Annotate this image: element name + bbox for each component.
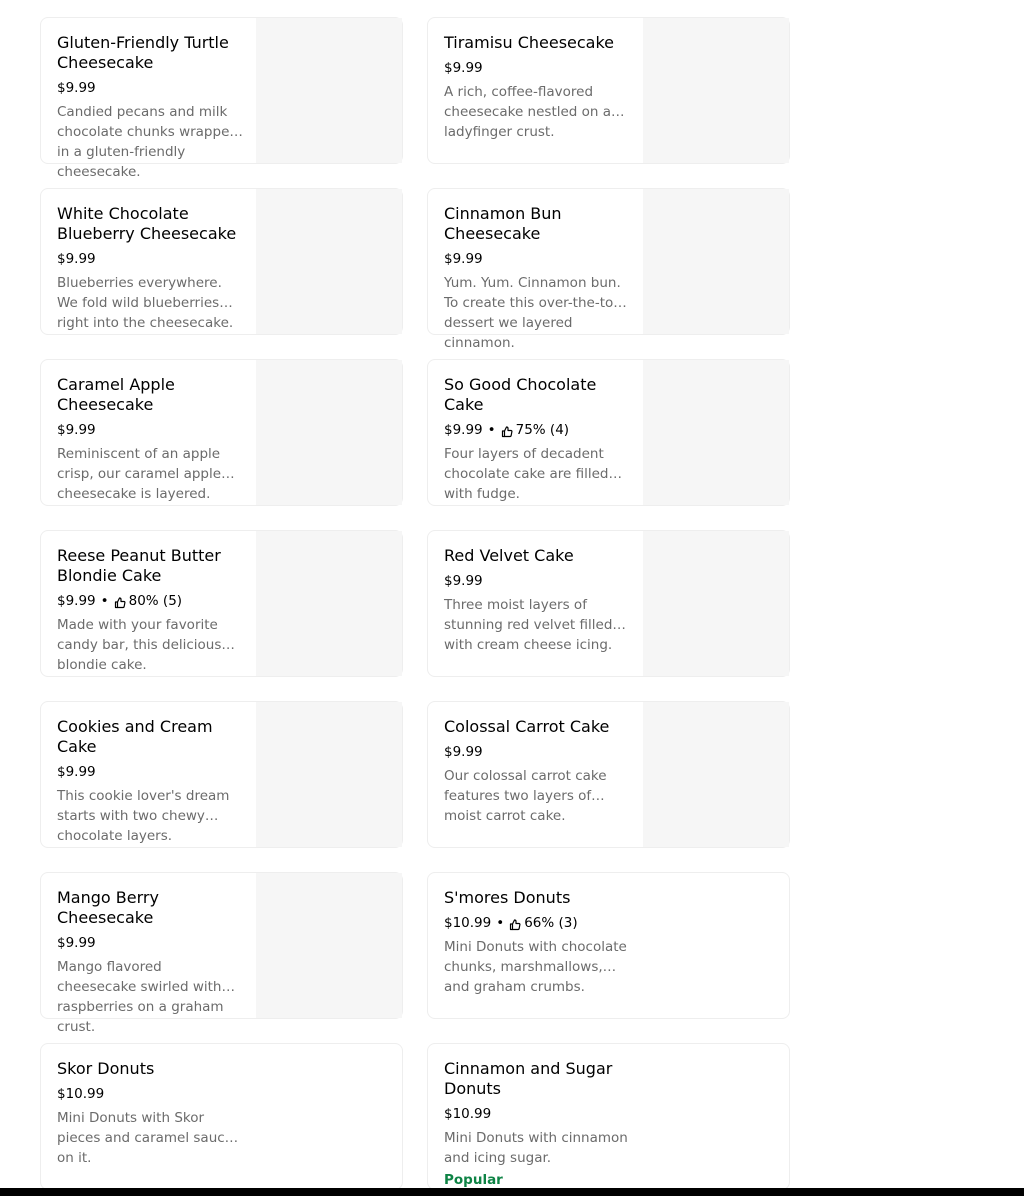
menu-item-price: $9.99 bbox=[57, 80, 96, 96]
thumbs-up-icon bbox=[509, 917, 521, 929]
menu-item-info bbox=[57, 717, 243, 844]
menu-item-image-placeholder bbox=[256, 18, 402, 163]
menu-item-title: Tiramisu Cheesecake bbox=[444, 33, 615, 52]
menu-item-title: Cinnamon and Sugar Donuts bbox=[444, 1059, 613, 1098]
menu-item-description: Mini Donuts with cinnamon and icing sugar. bbox=[444, 1130, 628, 1166]
menu-item-description: Mini Donuts with chocolate chunks, marshmallows, and graham crumbs. bbox=[444, 939, 627, 995]
thumbs-up-icon bbox=[114, 595, 126, 607]
menu-item-description: Candied pecans and milk chocolate chunks wrapped in a gluten-friendly cheesecake. bbox=[57, 104, 238, 180]
menu-item-info bbox=[444, 204, 630, 351]
menu-item-title: Red Velvet Cake bbox=[444, 546, 574, 565]
menu-item-info bbox=[57, 375, 243, 502]
thumbs-up-icon bbox=[501, 424, 513, 436]
menu-item-card[interactable] bbox=[427, 1043, 790, 1190]
menu-item-meta bbox=[57, 78, 243, 98]
menu-item-price: $9.99 bbox=[444, 60, 483, 76]
menu-item-image-placeholder bbox=[256, 702, 402, 847]
menu-item-title: So Good Chocolate Cake bbox=[444, 375, 597, 414]
menu-item-info bbox=[444, 717, 630, 824]
menu-item-info bbox=[444, 375, 630, 502]
menu-item-card[interactable] bbox=[427, 359, 790, 506]
menu-item-card[interactable] bbox=[427, 872, 790, 1019]
menu-item-meta bbox=[57, 420, 243, 440]
menu-item-price: $9.99 bbox=[444, 744, 483, 760]
menu-item-card[interactable] bbox=[427, 17, 790, 164]
menu-item-description: Made with your favorite candy bar, this delicious blondie cake. bbox=[57, 617, 222, 673]
menu-item-price: $9.99 bbox=[57, 935, 96, 951]
menu-item-meta bbox=[444, 420, 630, 440]
menu-item-description: Mango flavored cheesecake swirled with raspberries on a graham crust. bbox=[57, 959, 224, 1035]
menu-item-title: Reese Peanut Butter Blondie Cake bbox=[57, 546, 221, 585]
menu-item-rating bbox=[501, 420, 569, 440]
menu-item-meta bbox=[444, 571, 630, 591]
menu-item-title: Cinnamon Bun Cheesecake bbox=[444, 204, 562, 243]
menu-item-price: $10.99 bbox=[444, 1106, 492, 1122]
menu-item-title: S'mores Donuts bbox=[444, 888, 571, 907]
menu-item-title: Mango Berry Cheesecake bbox=[57, 888, 159, 927]
menu-item-description: Yum. Yum. Cinnamon bun. To create this over-the-top dessert we layered cinnamon. bbox=[444, 275, 622, 351]
menu-item-meta bbox=[57, 933, 243, 953]
menu-item-image-placeholder bbox=[256, 360, 402, 505]
menu-item-price: $9.99 bbox=[57, 251, 96, 267]
menu-item-info bbox=[57, 546, 243, 673]
menu-item-price: $9.99 bbox=[57, 422, 96, 438]
menu-item-price: $10.99 bbox=[444, 915, 492, 931]
separator-dot: • bbox=[487, 422, 496, 438]
menu-item-card[interactable] bbox=[40, 530, 403, 677]
menu-item-image-placeholder bbox=[256, 189, 402, 334]
menu-item-rating bbox=[114, 591, 182, 611]
menu-item-description: A rich, coffee-flavored cheesecake nestled on a ladyfinger crust. bbox=[444, 84, 612, 140]
menu-item-description: Our colossal carrot cake features two layers of moist carrot cake. bbox=[444, 768, 607, 824]
menu-item-card[interactable] bbox=[40, 17, 403, 180]
menu-item-image-placeholder bbox=[643, 189, 789, 334]
menu-item-meta bbox=[57, 249, 243, 269]
menu-item-card[interactable] bbox=[40, 359, 403, 506]
menu-item-meta bbox=[57, 591, 243, 611]
menu-item-card[interactable] bbox=[40, 188, 403, 335]
menu-item-image-placeholder bbox=[256, 531, 402, 676]
menu-item-price: $10.99 bbox=[57, 1086, 105, 1102]
menu-item-info bbox=[444, 546, 630, 653]
menu-item-image-placeholder bbox=[643, 18, 789, 163]
menu-item-price: $9.99 bbox=[444, 422, 483, 438]
menu-item-rating-text: 80% (5) bbox=[128, 593, 183, 609]
menu-item-card[interactable] bbox=[40, 1043, 403, 1190]
menu-item-card[interactable] bbox=[427, 701, 790, 848]
menu-item-title: Cookies and Cream Cake bbox=[57, 717, 213, 756]
menu-item-rating-text: 66% (3) bbox=[524, 915, 578, 931]
menu-item-info bbox=[57, 33, 243, 180]
menu-item-image-placeholder bbox=[256, 873, 402, 1018]
menu-item-meta bbox=[444, 58, 630, 78]
menu-item-price: $9.99 bbox=[444, 251, 483, 267]
menu-item-meta bbox=[57, 762, 243, 782]
menu-item-price: $9.99 bbox=[444, 573, 483, 589]
menu-item-title: Colossal Carrot Cake bbox=[444, 717, 610, 736]
menu-item-price: $9.99 bbox=[57, 593, 96, 609]
menu-item-description: Reminiscent of an apple crisp, our caramel apple cheesecake is layered. bbox=[57, 446, 222, 502]
menu-item-description: Blueberries everywhere. We fold wild blueberries right into the cheesecake. bbox=[57, 275, 234, 331]
menu-item-description: Four layers of decadent chocolate cake are filled with fudge. bbox=[444, 446, 609, 502]
menu-item-image-placeholder bbox=[643, 360, 789, 505]
menu-item-meta bbox=[444, 249, 630, 269]
menu-item-info bbox=[57, 1059, 243, 1166]
menu-item-card[interactable] bbox=[427, 530, 790, 677]
bottom-bar bbox=[0, 1188, 1024, 1196]
menu-item-meta bbox=[444, 1104, 630, 1124]
menu-item-info bbox=[444, 33, 630, 140]
menu-item-title: Skor Donuts bbox=[57, 1059, 155, 1078]
menu-item-description: Mini Donuts with Skor pieces and caramel sauce on it. bbox=[57, 1110, 233, 1166]
popular-badge: Popular bbox=[444, 1172, 503, 1188]
separator-dot: • bbox=[100, 593, 109, 609]
menu-items-grid bbox=[40, 17, 790, 1190]
menu-item-info bbox=[444, 888, 630, 995]
menu-item-title: Caramel Apple Cheesecake bbox=[57, 375, 175, 414]
menu-item-title: Gluten-Friendly Turtle Cheesecake bbox=[57, 33, 229, 72]
menu-item-card[interactable] bbox=[40, 872, 403, 1035]
menu-item-rating bbox=[509, 913, 577, 933]
menu-item-rating-text: 75% (4) bbox=[515, 422, 570, 438]
menu-item-image-placeholder bbox=[643, 702, 789, 847]
menu-item-info bbox=[444, 1059, 630, 1190]
menu-item-image-placeholder bbox=[643, 531, 789, 676]
menu-item-card[interactable] bbox=[40, 701, 403, 848]
menu-item-description: Three moist layers of stunning red velvet filled with cream cheese icing. bbox=[444, 597, 613, 653]
menu-item-meta bbox=[444, 742, 630, 762]
menu-item-meta bbox=[444, 913, 630, 933]
menu-item-title: White Chocolate Blueberry Cheesecake bbox=[57, 204, 237, 243]
menu-item-description: This cookie lover's dream starts with two chewy chocolate layers. bbox=[57, 788, 230, 844]
menu-item-meta bbox=[57, 1084, 243, 1104]
separator-dot: • bbox=[496, 915, 505, 931]
menu-item-card[interactable] bbox=[427, 188, 790, 351]
menu-item-info bbox=[57, 204, 243, 331]
menu-item-info bbox=[57, 888, 243, 1035]
menu-item-price: $9.99 bbox=[57, 764, 96, 780]
